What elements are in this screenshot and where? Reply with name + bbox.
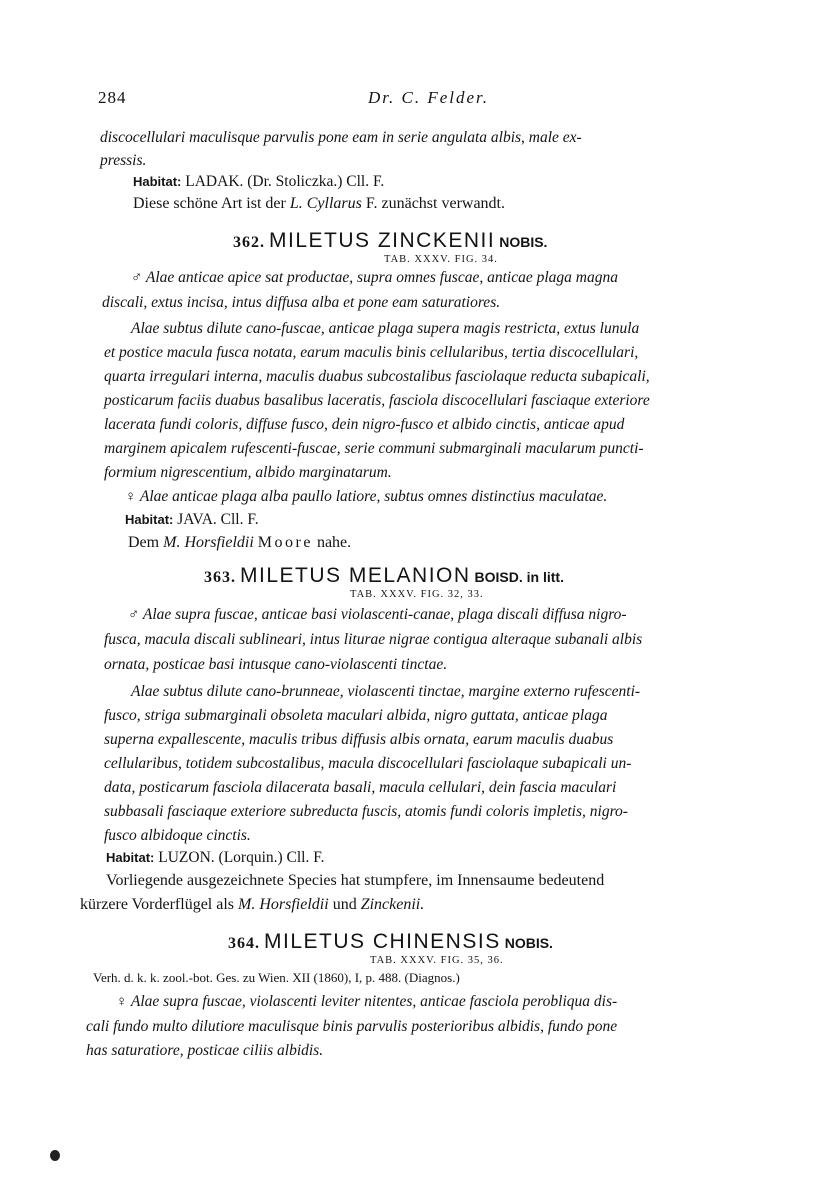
remark-text: nahe.	[316, 534, 352, 551]
description-line: discali, extus incisa, intus diffusa alba et pone eam saturatiores.	[102, 294, 501, 311]
continuation-line: discocellulari maculisque parvulis pone eam in serie angulata albis, male ex-	[100, 129, 582, 146]
description-text: Alae supra fuscae, violascenti leviter nitentes, anticae fasciola perobliqua dis-	[130, 993, 618, 1010]
habitat-label: Habitat:	[106, 850, 155, 865]
description-line: et postice macula fusca notata, earum maculis binis cellularibus, tertia discocellulari,	[104, 344, 639, 361]
ink-blot	[50, 1150, 60, 1161]
species-name: M. Horsfieldii	[238, 896, 329, 913]
habitat-line	[106, 848, 325, 868]
plate-reference: TAB. XXXV. FIG. 35, 36.	[370, 955, 504, 966]
remark-text: Diese schöne Art ist der	[133, 195, 286, 212]
description-line: data, posticarum fasciola dilacerata basali, macula cellulari, dein fascia maculari	[104, 779, 617, 796]
species-name: Zinckenii.	[360, 896, 425, 913]
female-symbol-icon: ♀	[125, 489, 137, 505]
male-symbol-icon: ♂	[131, 270, 143, 286]
species-name: MILETUS CHINENSIS	[264, 930, 501, 953]
page-number: 284	[98, 88, 127, 107]
habitat-text: JAVA. Cll. F.	[177, 511, 259, 528]
description-text: Alae supra fuscae, anticae basi violascenti-canae, plaga discali diffusa nigro-	[142, 606, 627, 623]
remark-text: kürzere Vorderflügel als	[80, 896, 235, 913]
running-head-author: Dr. C. Felder.	[368, 88, 490, 107]
description-line: posticarum faciis duabus basalibus laceratis, fasciola discocellulari fasciaque exteriore	[104, 392, 650, 409]
description-line	[116, 992, 617, 1012]
description-line	[125, 487, 607, 507]
description-line: has saturatiore, posticae ciliis albidis.	[86, 1042, 324, 1059]
remark-line: Vorliegende ausgezeichnete Species hat stumpfere, im Innensaume bedeutend	[106, 872, 605, 889]
description-line: subbasali fasciaque exteriore subreducta fuscis, atomis fundi coloris impletis, nigro-	[104, 803, 628, 820]
species-authority: NOBIS.	[499, 234, 548, 250]
species-heading	[204, 564, 564, 588]
species-heading	[228, 930, 553, 954]
description-text: Alae anticae apice sat productae, supra omnes fuscae, anticae plaga magna	[145, 269, 618, 286]
continuation-line: pressis.	[100, 152, 147, 169]
description-line: cellularibus, totidem subcostalibus, macula discocellulari fasciolaque subapicali un-	[104, 755, 632, 772]
species-number: 364.	[228, 935, 260, 952]
description-line: fusco albidoque cinctis.	[104, 827, 251, 844]
plate-reference: TAB. XXXV. FIG. 34.	[384, 254, 498, 265]
author-name: Moore	[257, 534, 313, 551]
remark-text: F. zunächst verwandt.	[365, 195, 505, 212]
habitat-line	[125, 510, 259, 530]
description-line: fusco, striga submarginali obsoleta maculari albida, nigro guttata, anticae plaga	[104, 707, 608, 724]
species-name: L. Cyllarus	[289, 195, 362, 212]
description-line	[131, 268, 618, 288]
female-symbol-icon: ♀	[116, 994, 128, 1010]
remark-line	[133, 194, 505, 214]
description-line: superna expallescente, maculis tribus diffusis albis ornata, earum maculis duabus	[104, 731, 614, 748]
description-line: quarta irregulari interna, maculis duabus subcostalibus fasciolaque reducta subapicali,	[104, 368, 650, 385]
running-head	[98, 88, 778, 110]
description-text: Alae anticae plaga alba paullo latiore, subtus omnes distinctius maculatae.	[139, 488, 608, 505]
description-line: marginem apicalem rufescenti-fuscae, serie communi submarginali macularum puncti-	[104, 440, 644, 457]
species-name: M. Horsfieldii	[163, 534, 254, 551]
species-name: MILETUS MELANION	[240, 564, 471, 587]
description-line	[128, 605, 627, 625]
habitat-label: Habitat:	[133, 174, 182, 189]
species-number: 363.	[204, 569, 236, 586]
remark-line	[80, 895, 424, 915]
description-line: lacerata fundi coloris, diffuse fusco, dein nigro-fusco et albido cinctis, anticae apud	[104, 416, 625, 433]
description-line: cali fundo multo dilutiore maculisque binis parvulis posterioribus albidis, fundo pone	[86, 1018, 618, 1035]
plate-reference: TAB. XXXV. FIG. 32, 33.	[350, 589, 484, 600]
description-line: Alae subtus dilute cano-fuscae, anticae plaga supera magis restricta, extus lunula	[131, 320, 640, 337]
habitat-label: Habitat:	[125, 512, 174, 527]
remark-text: und	[332, 896, 357, 913]
habitat-text: LADAK. (Dr. Stoliczka.) Cll. F.	[185, 173, 385, 190]
species-authority: BOISD. in litt.	[474, 569, 564, 585]
species-heading	[233, 229, 547, 253]
habitat-text: LUZON. (Lorquin.) Cll. F.	[158, 849, 325, 866]
remark-text: Dem	[128, 534, 160, 551]
habitat-line	[133, 172, 384, 192]
male-symbol-icon: ♂	[128, 607, 140, 623]
description-line: formium nigrescentium, albido marginatarum.	[104, 464, 392, 481]
description-line: fusca, macula discali sublineari, intus liturae nigrae contigua alteraque subanali albis	[104, 631, 643, 648]
remark-line	[128, 533, 351, 553]
description-line: ornata, posticae basi intusque cano-violascenti tinctae.	[104, 656, 448, 673]
description-line: Alae subtus dilute cano-brunneae, violascenti tinctae, margine externo rufescenti-	[131, 683, 641, 700]
literature-reference: Verh. d. k. k. zool.-bot. Ges. zu Wien. XII (1860), I, p. 488. (Diagnos.)	[93, 970, 460, 985]
species-authority: NOBIS.	[504, 935, 553, 951]
species-name: MILETUS ZINCKENII	[269, 229, 496, 252]
species-number: 362.	[233, 234, 265, 251]
